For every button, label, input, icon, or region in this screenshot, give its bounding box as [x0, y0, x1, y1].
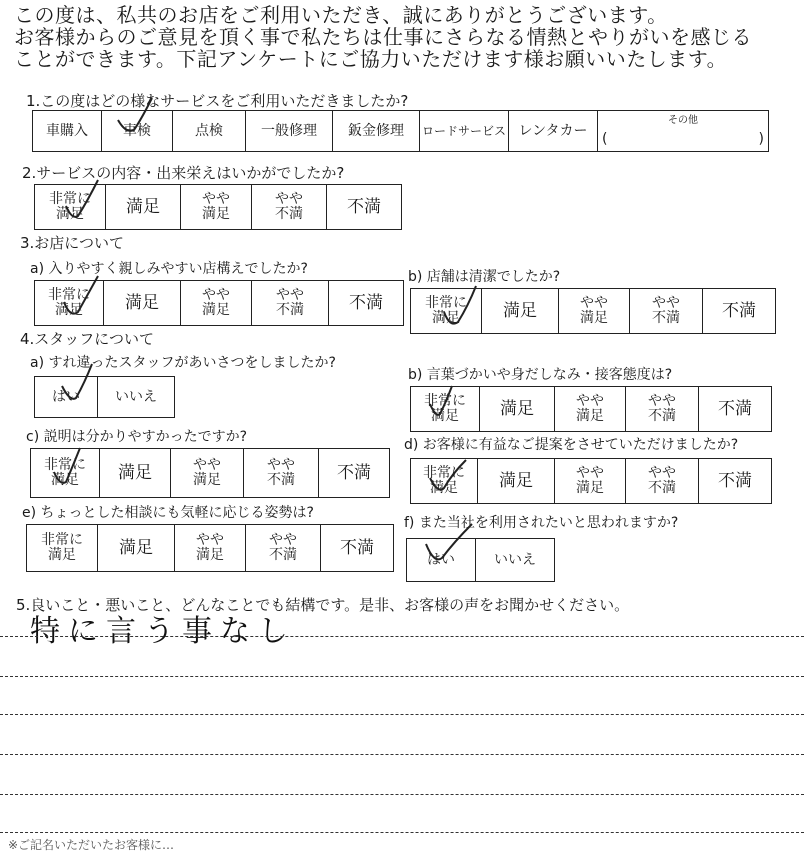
scale-satisfied[interactable]: 満足: [480, 387, 555, 431]
q4f-options: [406, 538, 555, 582]
q3b-title: b) 店舗は清潔でしたか?: [408, 269, 561, 285]
option-general-repair[interactable]: 一般修理: [246, 111, 333, 151]
scale-somewhat-dissatisfied[interactable]: やや 不満: [246, 525, 321, 571]
scale-very-satisfied[interactable]: 非常に 満足: [411, 387, 480, 431]
option-yes[interactable]: はい: [407, 539, 476, 581]
q3a-title: a) 入りやすく親しみやすい店構えでしたか?: [30, 261, 308, 277]
q3a-scale: [34, 280, 404, 326]
answer-line: [0, 754, 804, 755]
q4d-title: d) お客様に有益なご提案をさせていただけましたか?: [404, 437, 739, 453]
scale-dissatisfied[interactable]: 不満: [347, 196, 381, 217]
other-input[interactable]: [602, 132, 764, 147]
q4a-options: [34, 376, 175, 418]
intro-line: この度は、私共のお店をご利用いただき、誠にありがとうございます。: [14, 3, 668, 27]
q1-title: 1.この度はどの様なサービスをご利用いただきましたか?: [26, 92, 409, 110]
option-road-service[interactable]: ロードサービス: [420, 111, 509, 151]
scale-satisfied[interactable]: 満足: [100, 449, 171, 497]
scale-somewhat-dissatisfied[interactable]: やや 不満: [626, 459, 699, 503]
q4a-title: a) すれ違ったスタッフがあいさつをしましたか?: [30, 355, 336, 371]
q5-title: 5.良いこと・悪いこと、どんなことでも結構です。是非、お客様の声をお聞かせください。: [16, 596, 630, 614]
scale-somewhat-dissatisfied[interactable]: やや 不満: [626, 387, 699, 431]
option-no[interactable]: いいえ: [494, 551, 536, 568]
q4f-title: f) また当社を利用されたいと思われますか?: [404, 515, 679, 531]
intro-text: [14, 4, 752, 70]
q4e-title: e) ちょっとした相談にも気軽に応じる姿勢は?: [22, 505, 314, 521]
scale-very-satisfied[interactable]: 非常に 満足: [411, 289, 482, 333]
option-no[interactable]: いいえ: [115, 388, 157, 405]
scale-somewhat-satisfied[interactable]: やや 満足: [555, 387, 626, 431]
scale-dissatisfied[interactable]: 不満: [718, 398, 752, 419]
scale-satisfied[interactable]: 満足: [106, 185, 181, 229]
answer-line: [0, 832, 804, 833]
q4b-scale: [410, 386, 772, 432]
scale-somewhat-dissatisfied[interactable]: やや 不満: [252, 281, 329, 325]
q3b-scale: [410, 288, 776, 334]
scale-very-satisfied[interactable]: 非常に 満足: [411, 459, 478, 503]
footer-note: ※ご記名いただいたお客様に…: [8, 838, 175, 852]
handwritten-answer[interactable]: 特に言う事なし: [30, 614, 296, 649]
q3-title: 3.お店について: [20, 234, 125, 252]
scale-somewhat-dissatisfied[interactable]: やや 不満: [252, 185, 327, 229]
answer-line: [0, 714, 804, 715]
intro-line: お客様からのご意見を頂く事で私たちは仕事にさらなる情熱とやりがいを感じる: [14, 25, 752, 49]
scale-somewhat-satisfied[interactable]: やや 満足: [175, 525, 246, 571]
option-body-repair[interactable]: 鈑金修理: [333, 111, 420, 151]
q4b-title: b) 言葉づかいや身だしなみ・接客態度は?: [408, 367, 673, 383]
scale-somewhat-dissatisfied[interactable]: やや 不満: [630, 289, 703, 333]
option-car-purchase[interactable]: 車購入: [33, 111, 102, 151]
option-other[interactable]: [598, 111, 768, 151]
scale-somewhat-satisfied[interactable]: やや 満足: [555, 459, 626, 503]
scale-very-satisfied[interactable]: 非常に 満足: [31, 449, 100, 497]
other-open-paren: (: [602, 131, 608, 147]
scale-very-satisfied[interactable]: 非常に 満足: [27, 525, 98, 571]
scale-dissatisfied[interactable]: 不満: [349, 292, 383, 313]
intro-line: ことができます。下記アンケートにご協力いただけます様お願いいたします。: [14, 47, 728, 71]
option-inspection[interactable]: 点検: [173, 111, 246, 151]
scale-satisfied[interactable]: 満足: [98, 525, 175, 571]
scale-dissatisfied[interactable]: 不満: [722, 300, 756, 321]
scale-somewhat-satisfied[interactable]: やや 満足: [181, 185, 252, 229]
q1-options: [32, 110, 769, 152]
scale-dissatisfied[interactable]: 不満: [337, 462, 371, 483]
scale-very-satisfied[interactable]: 非常に 満足: [35, 281, 104, 325]
option-yes[interactable]: はい: [35, 377, 98, 417]
scale-satisfied[interactable]: 満足: [478, 459, 555, 503]
q2-title: 2.サービスの内容・出来栄えはいかがでしたか?: [22, 164, 345, 182]
q4-title: 4.スタッフについて: [20, 330, 155, 348]
q4d-scale: [410, 458, 772, 504]
other-label: その他: [668, 115, 698, 126]
answer-line: [0, 636, 804, 637]
scale-satisfied[interactable]: 満足: [482, 289, 559, 333]
scale-somewhat-satisfied[interactable]: やや 満足: [559, 289, 630, 333]
scale-somewhat-dissatisfied[interactable]: やや 不満: [244, 449, 319, 497]
scale-satisfied[interactable]: 満足: [104, 281, 181, 325]
q4c-title: c) 説明は分かりやすかったですか?: [26, 429, 248, 445]
scale-somewhat-satisfied[interactable]: やや 満足: [181, 281, 252, 325]
option-rental-car[interactable]: レンタカー: [509, 111, 598, 151]
option-shaken[interactable]: 車検: [102, 111, 173, 151]
answer-line: [0, 794, 804, 795]
other-close-paren: ): [758, 131, 764, 147]
scale-very-satisfied[interactable]: 非常に 満足: [35, 185, 106, 229]
q2-scale: [34, 184, 402, 230]
q4c-scale: [30, 448, 390, 498]
answer-line: [0, 676, 804, 677]
q4e-scale: [26, 524, 394, 572]
scale-dissatisfied[interactable]: 不満: [340, 537, 374, 558]
scale-dissatisfied[interactable]: 不満: [718, 470, 752, 491]
scale-somewhat-satisfied[interactable]: やや 満足: [171, 449, 244, 497]
